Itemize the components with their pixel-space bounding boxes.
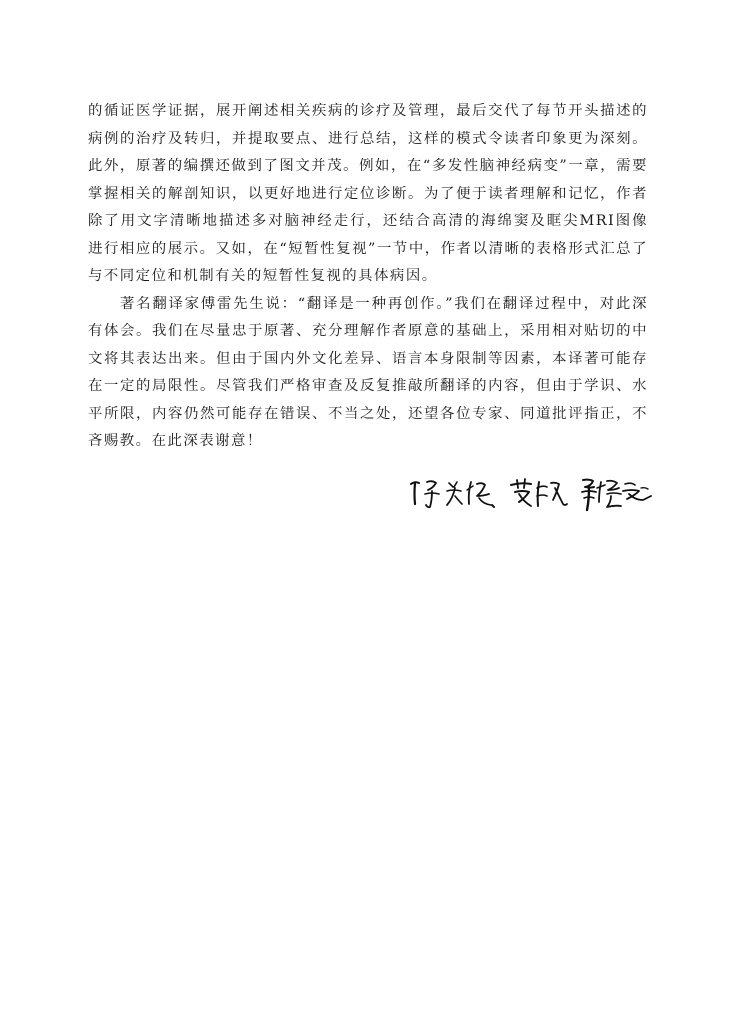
handwritten-signature-2-icon (507, 474, 569, 514)
translator-signatures (405, 474, 655, 514)
handwritten-signature-3-icon (577, 474, 655, 514)
handwritten-signature-1-icon (405, 474, 497, 514)
paragraph-continued: 的循证医学证据，展开阐述相关疾病的诊疗及管理，最后交代了每节开头描述的病例的治疗及转归，并提取要点、进行总结，这样的模式令读者印象更为深刻。此外，原著的编撰还做到了图文并茂。例如，在“多发性脑神经病变”一章，需要掌握相关的解剖知识，以更好地进行定位诊断。为了便于读者理解和记忆，作者除了用文字清晰地描述多对脑神经走行，还结合高清的海绵窦及眶尖MRI图像进行相应的展示。又如，在“短暂性复视”一节中，作者以清晰的表格形式汇总了与不同定位和机制有关的短暂性复视的具体病因。 (88, 103, 648, 284)
preface-text (88, 98, 648, 456)
paragraph-translation-note: 著名翻译家傅雷先生说：“翻译是一种再创作。”我们在翻译过程中，对此深有体会。我们在尽量忠于原著、充分理解作者原意的基础上，采用相对贴切的中文将其表达出来。但由于国内外文化差异、语言本身限制等因素，本译著可能存在一定的局限性。尽管我们严格审查及反复推敲所翻译的内容，但由于学识、水平所限，内容仍然可能存在错误、不当之处，还望各位专家、同道批评指正，不吝赐教。在此深表谢意！ (88, 295, 648, 449)
